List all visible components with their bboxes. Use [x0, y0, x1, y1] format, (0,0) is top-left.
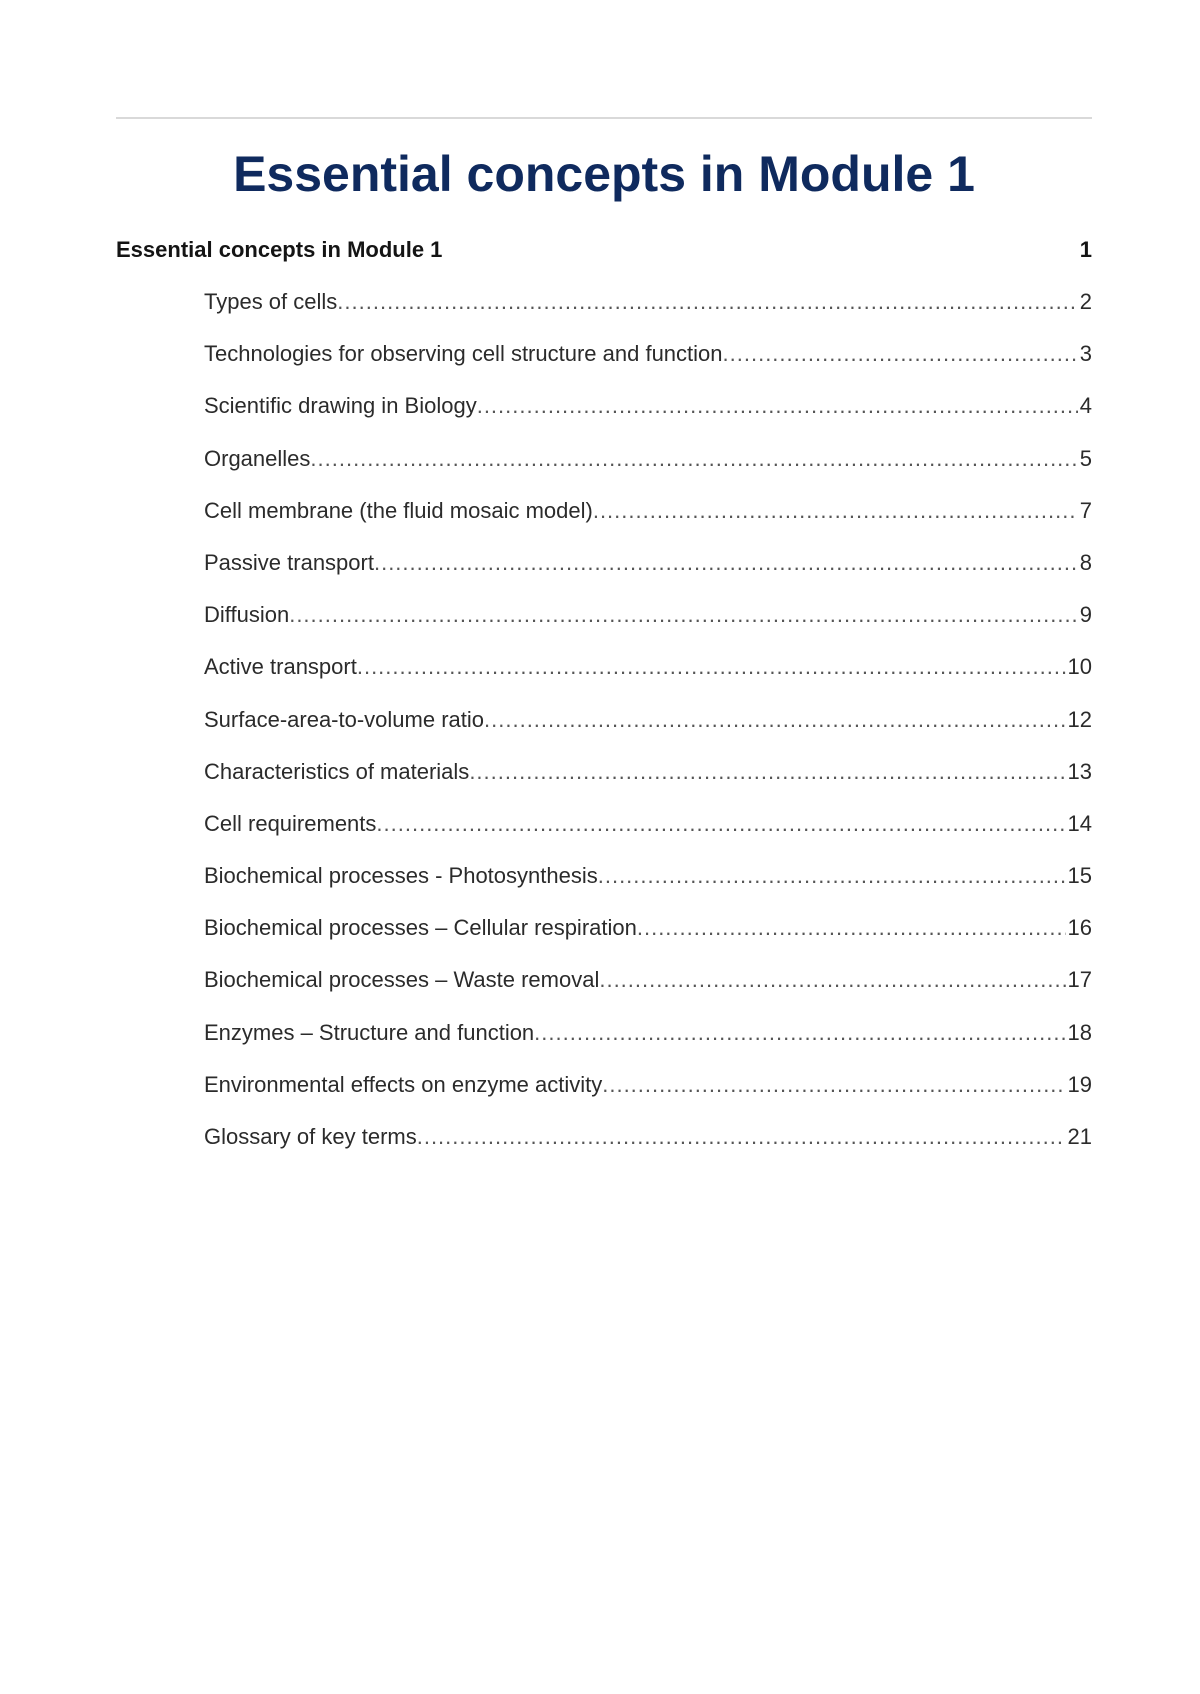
- toc-entry-page: 18: [1067, 1019, 1092, 1045]
- toc-entry[interactable]: [116, 276, 1092, 328]
- toc-leader: [337, 276, 1077, 328]
- toc-entry-title: Passive transport: [204, 549, 374, 575]
- toc-entry-page: 7: [1079, 497, 1092, 523]
- toc-leader: [374, 537, 1078, 589]
- toc-entry[interactable]: [116, 798, 1092, 850]
- toc-entry-page: 21: [1067, 1124, 1092, 1149]
- toc-entry-title: Biochemical processes – Waste removal: [204, 967, 600, 993]
- toc-entry-title: Scientific drawing in Biology: [204, 393, 477, 419]
- toc-entry-title: Biochemical processes – Cellular respiration: [204, 915, 637, 941]
- toc-entry[interactable]: [116, 641, 1092, 693]
- toc-entry-title: Types of cells: [204, 289, 338, 314]
- toc-entry-title: Environmental effects on enzyme activity: [204, 1071, 603, 1097]
- toc-entry-page: 8: [1079, 549, 1092, 575]
- toc-leader: [289, 589, 1078, 641]
- toc-leader: [484, 694, 1066, 746]
- toc-entry-page: 17: [1067, 967, 1092, 993]
- toc-entry[interactable]: [116, 328, 1092, 380]
- toc-entry[interactable]: [116, 850, 1092, 902]
- toc-entry[interactable]: [116, 1111, 1092, 1163]
- toc-leader: [599, 954, 1065, 1006]
- toc-leader: [469, 746, 1065, 798]
- toc-entry-page: 9: [1079, 602, 1092, 628]
- toc-entry-title: Active transport: [204, 654, 357, 680]
- toc-entry-title: Cell membrane (the fluid mosaic model): [204, 497, 593, 523]
- toc-entry-page: 3: [1079, 341, 1092, 367]
- toc-entry[interactable]: [116, 694, 1092, 746]
- toc-entry[interactable]: [116, 1007, 1092, 1059]
- toc-leader: [598, 850, 1066, 902]
- toc-entry-page: 4: [1079, 393, 1092, 419]
- page-title: Essential concepts in Module 1: [233, 146, 975, 202]
- toc-entry-title: Organelles: [204, 445, 311, 471]
- toc-entry-page: 1: [1079, 237, 1092, 262]
- toc-leader: [593, 485, 1078, 537]
- toc-entry-page: 13: [1067, 758, 1092, 784]
- toc-entry[interactable]: [116, 746, 1092, 798]
- toc-entry-page: 19: [1067, 1071, 1092, 1097]
- table-of-contents: [116, 224, 1092, 1163]
- toc-entry-page: 10: [1067, 654, 1092, 680]
- toc-entry-title: Biochemical processes - Photosynthesis: [204, 863, 598, 889]
- toc-entry-page: 14: [1067, 810, 1092, 836]
- toc-entry[interactable]: [116, 537, 1092, 589]
- toc-entry[interactable]: [116, 902, 1092, 954]
- toc-leader: [417, 1111, 1066, 1163]
- toc-entry-page: 5: [1079, 445, 1092, 471]
- toc-entry-page: 12: [1067, 706, 1092, 732]
- toc-leader: [602, 1059, 1065, 1111]
- toc-heading-entry[interactable]: [116, 224, 1092, 276]
- toc-leader: [310, 433, 1077, 485]
- toc-entry-title: Cell requirements: [204, 810, 377, 836]
- toc-leader: [534, 1007, 1065, 1059]
- toc-entry-title: Diffusion: [204, 602, 290, 628]
- toc-entry-page: 16: [1067, 915, 1092, 941]
- header-rule: [116, 117, 1092, 119]
- toc-entry[interactable]: [116, 589, 1092, 641]
- toc-entry-title: Technologies for observing cell structure and function: [204, 341, 723, 367]
- toc-entry-title: Enzymes – Structure and function: [204, 1019, 535, 1045]
- toc-entry[interactable]: [116, 380, 1092, 432]
- toc-leader: [357, 641, 1066, 693]
- toc-leader: [376, 798, 1065, 850]
- toc-entry-title: Essential concepts in Module 1: [116, 237, 443, 262]
- toc-entry-title: Glossary of key terms: [204, 1124, 417, 1149]
- toc-entry[interactable]: [116, 1059, 1092, 1111]
- toc-entry[interactable]: [116, 954, 1092, 1006]
- toc-leader: [637, 902, 1066, 954]
- toc-entry[interactable]: [116, 433, 1092, 485]
- toc-entry-title: Characteristics of materials: [204, 758, 470, 784]
- toc-entry-title: Surface-area-to-volume ratio: [204, 706, 485, 732]
- toc-leader: [723, 328, 1078, 380]
- toc-entry-page: 15: [1067, 863, 1092, 889]
- toc-entry-page: 2: [1079, 289, 1092, 314]
- toc-entry[interactable]: [116, 485, 1092, 537]
- toc-leader: [477, 380, 1078, 432]
